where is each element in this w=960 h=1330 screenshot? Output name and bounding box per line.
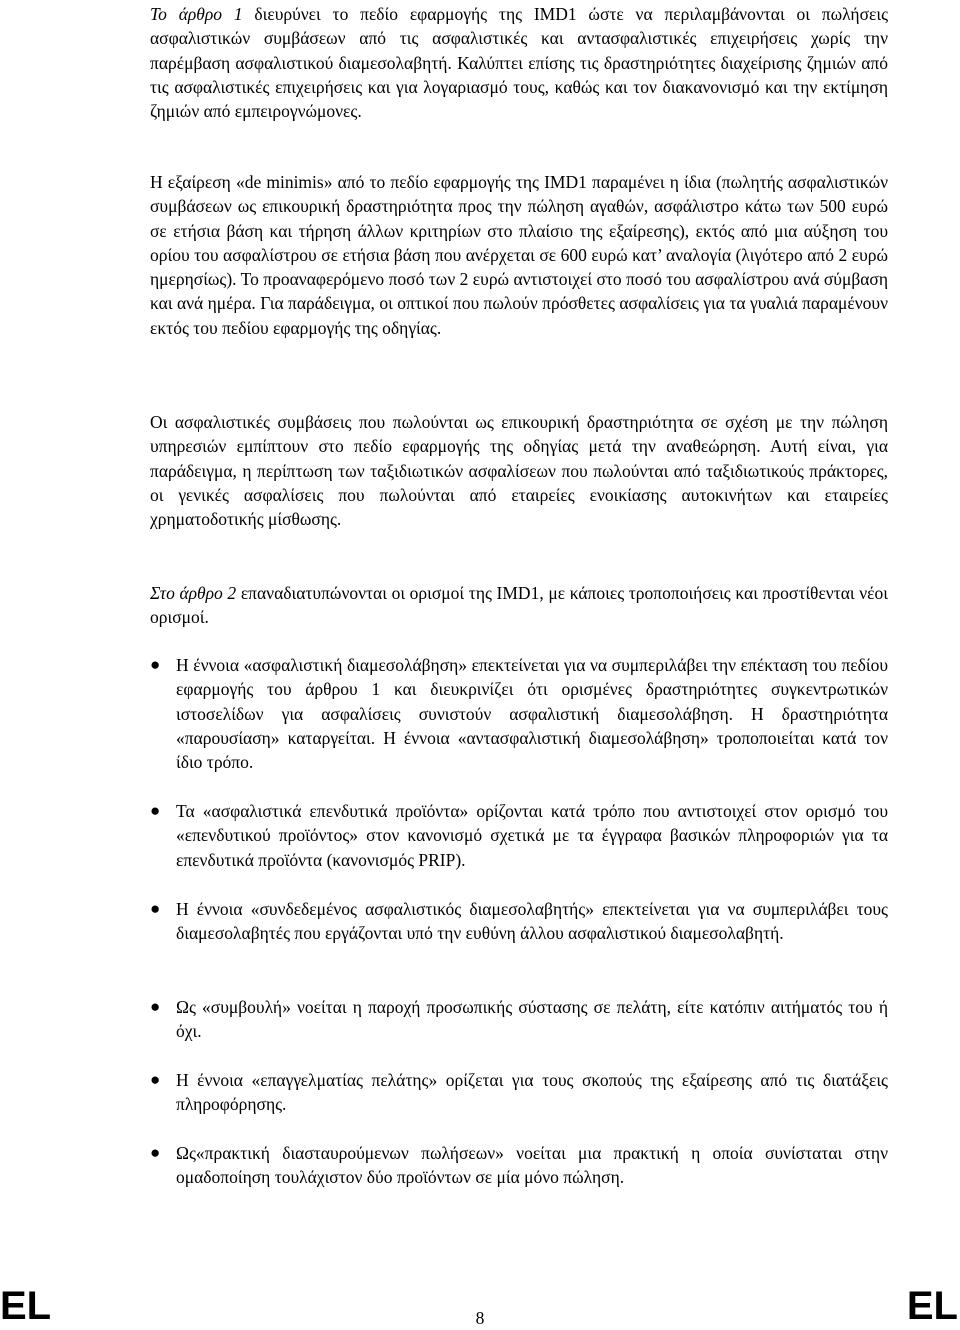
list-item-text: Ως «συμβουλή» νοείται η παροχή προσωπικής σύστασης σε πελάτη, είτε κατόπιν αιτήματός του ή όχι. [176,997,888,1042]
list-item [150,653,888,774]
footer-language-left: EL [0,1284,52,1328]
article-1-reference: Το άρθρο 1 [150,4,243,24]
list-item [150,1068,888,1117]
paragraph-ancillary-services: Οι ασφαλιστικές συμβάσεις που πωλούνται ως επικουρική δραστηριότητα σε σχέση με την πώληση υπηρεσιών εμπίπτουν στο πεδίο εφαρμογής της οδηγίας μετά την αναθεώρηση. Αυτή είναι, για παράδειγμα, η περίπτωση των ταξιδιωτικών ασφαλίσεων που πωλούνται από ταξιδιωτικούς πράκτορες, οι γενικές ασφαλίσεις που πωλούνται από εταιρείες ενοικίασης αυτοκινήτων και εταιρείες χρηματοδοτικής μίσθωσης. [150,412,888,530]
bullet-icon: ● [150,655,161,674]
list-item-text: Η έννοια «συνδεδεμένος ασφαλιστικός διαμεσολαβητής» επεκτείνεται για να συμπεριλάβει τους διαμεσολαβητές που εργάζονται υπό την ευθύνη άλλου ασφαλιστικού διαμεσολαβητή. [176,899,888,944]
page-number: 8 [475,1308,485,1328]
list-item-text: Η έννοια «ασφαλιστική διαμεσολάβηση» επεκτείνεται για να συμπεριλάβει την επέκταση του πεδίου εφαρμογής του άρθρου 1 και διευκρινίζει ότι ορισμένες δραστηριότητες συγκεντρωτικών ιστοσελίδων για ασφαλίσεις συνιστούν ασφαλιστική διαμεσολάβηση. Η δραστηριότητα «παρουσίαση» καταργείται. Η έννοια «αντασφαλιστική διαμεσολάβηση» τροποποιείται κατά τον ίδιο τρόπο. [176,655,888,773]
article-2-reference: Στο άρθρο 2 [150,583,237,603]
list-item [150,995,888,1044]
bullet-icon: ● [150,1143,161,1162]
bullet-icon: ● [150,801,161,820]
list-item-text: Τα «ασφαλιστικά επενδυτικά προϊόντα» ορίζονται κατά τρόπο που αντιστοιχεί στον ορισμό του «επενδυτικού προϊόντος» στον κανονισμό σχετικά με τα έγγραφα βασικών πληροφοριών για τα επενδυτικά προϊόντα (κανονισμός PRIP). [176,801,888,870]
paragraph-de-minimis: Η εξαίρεση «de minimis» από το πεδίο εφαρμογής της IMD1 παραμένει η ίδια (πωλητής ασφαλιστικών συμβάσεων ως επικουρική δραστηριότητα προς την πώληση αγαθών, ασφάλιστρο κάτω των 500 ευρώ σε ετήσια βάση και τήρηση άλλων κριτηρίων στο πλαίσιο της εξαίρεσης), εκτός από μια αύξηση του ορίου του ασφαλίστρου σε ετήσια βάση που ανέρχεται σε 600 ευρώ κατ’ αναλογία (λιγότερο από 2 ευρώ ημερησίως). Το προαναφερόμενο ποσό των 2 ευρώ αντιστοιχεί στο ποσό του ασφαλίστρου ανά σύμβαση και ανά ημέρα. Για παράδειγμα, οι οπτικοί που πωλούν πρόσθετες ασφαλίσεις για τα γυαλιά παραμένουν εκτός του πεδίου εφαρμογής της οδηγίας. [150,172,888,338]
list-item-text: Η έννοια «επαγγελματίας πελάτης» ορίζεται για τους σκοπούς της εξαίρεσης από τις διατάξεις πληροφόρησης. [176,1070,888,1115]
bullet-icon: ● [150,997,161,1016]
paragraph-article-1 [150,2,888,123]
footer-language-right: EL [906,1284,958,1328]
list-item [150,1141,888,1190]
bullet-icon: ● [150,899,161,918]
paragraph-article-1-text: διευρύνει το πεδίο εφαρμογής της IMD1 ώστε να περιλαμβάνονται οι πωλήσεις ασφαλιστικών συμβάσεων από τις ασφαλιστικές και αντασφαλιστικές επιχειρήσεις χωρίς την παρέμβαση ασφαλιστικού διαμεσολαβητή. Καλύπτει επίσης τις δραστηριότητες διαχείρισης ζημιών από τις ασφαλιστικές επιχειρήσεις και για λογαριασμό τους, καθώς και τον διακανονισμό και την εκτίμηση ζημιών από εμπειρογνώμονες. [150,4,888,122]
bullet-icon: ● [150,1070,161,1089]
paragraph-article-2-text: επαναδιατυπώνονται οι ορισμοί της IMD1, με κάποιες τροποποιήσεις και προστίθενται νέοι ορισμοί. [150,583,888,628]
list-item-text: Ως«πρακτική διασταυρούμενων πωλήσεων» νοείται μια πρακτική η οποία συνίσταται στην ομαδοποίηση τουλάχιστον δύο προϊόντων σε μία μόνο πώληση. [176,1143,888,1188]
list-item [150,799,888,872]
list-item [150,897,888,946]
paragraph-article-2 [150,581,888,630]
